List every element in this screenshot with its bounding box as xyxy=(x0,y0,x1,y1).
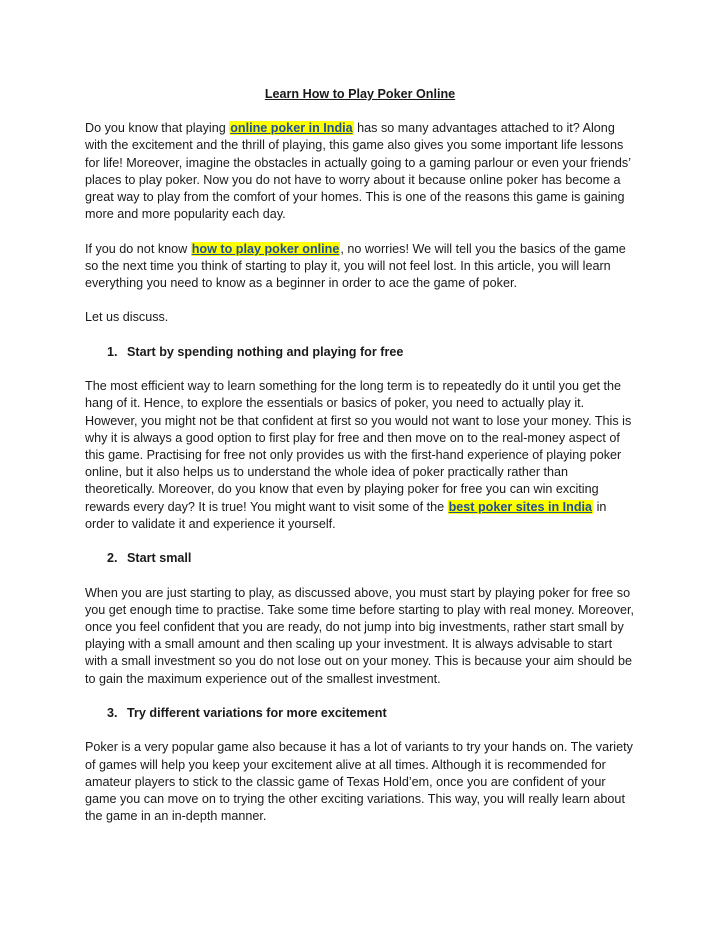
section-heading-3 xyxy=(85,705,635,722)
text-span: Do you know that playing xyxy=(85,121,230,136)
section-heading-1 xyxy=(85,344,635,361)
heading-number: 1. xyxy=(107,344,118,359)
start-small-paragraph: When you are just starting to play, as discussed above, you must start by playing poker for free so you get enough time to practise. Take some time before starting to play with real money. Moreover, once you feel confident that you are ready, do not jump into big investments, rather start small by playing with a small amount and then scaling up your investment. It is always advisable to start with a small investment so you do not lose out on your money. This is because your aim should be to gain the maximum experience out of the smallest investment. xyxy=(85,585,635,686)
document-title: Learn How to Play Poker Online xyxy=(264,87,456,101)
text-span: , no worries! We will tell you the basics of the game so the next time you think of starting to play it, you will not feel lost. In this article, you will learn everything you need to know as a beginner in order to ace the game of poker. xyxy=(85,241,626,291)
intro-paragraph xyxy=(85,120,635,223)
basics-paragraph xyxy=(85,241,635,293)
heading-text: Start small xyxy=(127,551,192,566)
section-heading-2 xyxy=(85,550,635,567)
lets-discuss-paragraph: Let us discuss. xyxy=(85,310,169,325)
text-span: in order to validate it and experience it yourself. xyxy=(85,499,607,531)
variations-paragraph: Poker is a very popular game also because it has a lot of variants to try your hands on. The variety of games will help you keep your excitement alive at all times. Although it is recommended for amateur players to stick to the classic game of Texas Hold’em, once you are confident of your game you can move on to trying the other exciting variations. This way, you will really learn about the game in an in-depth manner. xyxy=(85,740,633,824)
document-body xyxy=(85,86,635,843)
heading-number: 3. xyxy=(107,706,118,720)
heading-number: 2. xyxy=(107,551,118,566)
text-span: If you do not know xyxy=(85,241,191,256)
text-span: The most efficient way to learn something for the long term is to repeatedly do it until you get the hang of it. Hence, to explore the essentials or basics of poker, you need to actually play it. However, you might not be that confident at first so you would not want to lose your money. This is why it is always a good option to first play for free and then move on to the real-money aspect of this game. Practising for free not only provides us with the first-hand experience of playing poker online, but it also helps us to understand the whole idea of poker practically rather than theoretically. Moreover, do you know that even by playing poker for free you can win exciting rewards every day? It is true! You might want to visit some of the xyxy=(85,379,632,514)
online-poker-india-link[interactable]: online poker in India xyxy=(230,121,353,136)
text-span: has so many advantages attached to it? Along with the excitement and the thrill of playing, this game also gives you some important life lessons for life! Moreover, imagine the obstacles in actually going to a gaming parlour or even your friends’ places to play poker. Now you do not have to worry about it because online poker has become a great way to play from the comfort of your homes. This is one of the reasons this game is gaining more and more popularity each day. xyxy=(85,121,631,222)
heading-text: Start by spending nothing and playing for free xyxy=(127,344,404,359)
play-free-paragraph xyxy=(85,378,635,533)
best-poker-sites-link[interactable]: best poker sites in India xyxy=(448,499,593,514)
how-to-play-poker-link[interactable]: how to play poker online xyxy=(191,241,340,256)
heading-text: Try different variations for more excitement xyxy=(127,706,387,720)
